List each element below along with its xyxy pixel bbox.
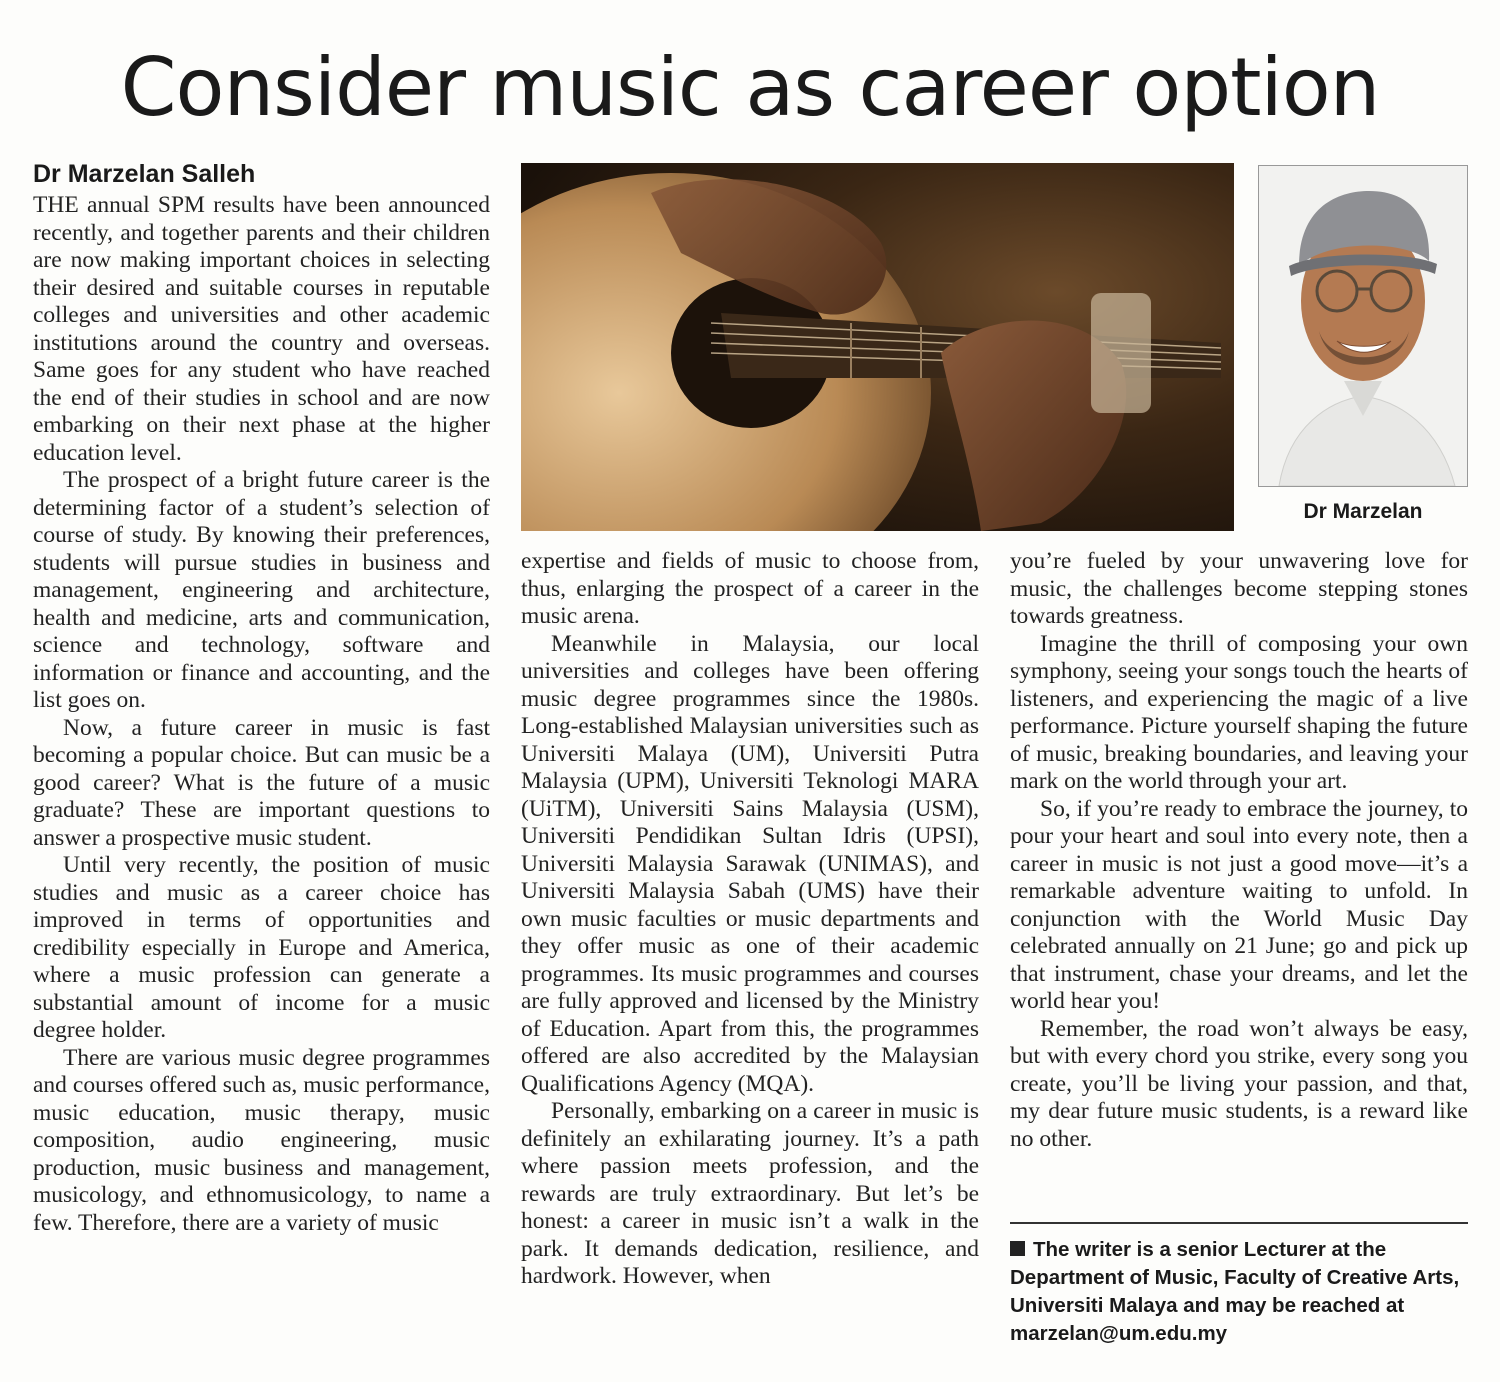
paragraph: Now, a future career in music is fast becoming a popular choice. But can music be a good career? What is the future of a music graduate? These are important questions to answer a prospective music student.: [33, 714, 490, 851]
divider: [1010, 1222, 1468, 1224]
paragraph: Until very recently, the position of music studies and music as a career choice has improved in terms of opportunities and credibility especially in Europe and America, where a music profession can generate a substantial amount of income for a music degree holder.: [33, 852, 490, 1043]
article-column-3: [1010, 548, 1468, 1153]
paragraph: Personally, embarking on a career in music is definitely an exhilarating journey. It’s a path where passion meets profession, and the rewards are truly extraordinary. But let’s be honest: a career in music isn’t a walk in the park. It demands dedication, resilience, and hardwork. However, when: [521, 1098, 979, 1289]
byline: Dr Marzelan Salleh: [33, 160, 256, 188]
paragraph: Remember, the road won’t always be easy, but with every chord you strike, every song you create, you’ll be living your passion, and that, my dear future music students, is a reward like no other.: [1010, 1015, 1468, 1152]
article-column-1: [33, 192, 490, 1237]
guitar-photo-icon: [521, 163, 1234, 531]
headline: Consider music as career option: [120, 41, 1380, 134]
paragraph: The prospect of a bright future career is the determining factor of a student’s selection of course of study. By knowing their preferences, students will pursue studies in business and management, engineering and architecture, health and medicine, arts and communication, science and technology, software and information or finance and accounting, and the list goes on.: [33, 467, 490, 713]
paragraph: Imagine the thrill of composing your own symphony, seeing your songs touch the hearts of listeners, and experiencing the magic of a live performance. Picture yourself shaping the future of music, breaking boundaries, and leaving your mark on the world through your art.: [1010, 630, 1468, 794]
paragraph: you’re fueled by your unwavering love for music, the challenges become stepping stones towards greatness.: [1010, 548, 1468, 629]
portrait-caption: Dr Marzelan: [1303, 500, 1423, 523]
paragraph: expertise and fields of music to choose from, thus, enlarging the prospect of a career in the music arena.: [521, 548, 979, 629]
portrait-photo-icon: [1258, 165, 1468, 487]
paragraph: So, if you’re ready to embrace the journey, to pour your heart and soul into every note, then a career in music is not just a good move—it’s a remarkable adventure waiting to unfold. In conjunction with the World Music Day celebrated annually on 21 June; go and pick up that instrument, chase your dreams, and let the world hear you!: [1010, 795, 1468, 1014]
portrait-photo-icon: [1259, 166, 1467, 486]
article-column-2: [521, 548, 979, 1291]
guitar-photo-icon: [521, 163, 1234, 531]
paragraph: Meanwhile in Malaysia, our local universities and colleges have been offering music degree programmes since the 1980s. Long-established Malaysian universities such as Universiti Malaya (UM), Universiti Putra Malaysia (UPM), Universiti Teknologi MARA (UiTM), Universiti Sains Malaysia (USM), Universiti Pendidikan Sultan Idris (UPSI), Universiti Malaysia Sarawak (UNIMAS), and Universiti Malaysia Sabah (UMS) have their own music faculties or music departments and they offer music as one of their academic programmes. Its music programmes and courses are fully approved and licensed by the Ministry of Education. Apart from this, the programmes offered are also accredited by the Malaysian Qualifications Agency (MQA).: [521, 630, 979, 1097]
footnote-text: The writer is a senior Lecturer at the Department of Music, Faculty of Creative Arts, Universiti Malaya and may be reached at marzelan@um.edu.my: [1010, 1238, 1460, 1345]
paragraph: There are various music degree programmes and courses offered such as, music performance, music education, music therapy, music composition, audio engineering, music production, music business and management, musicology, and ethnomusicology, to name a few. Therefore, there are a variety of music: [33, 1044, 490, 1236]
square-bullet-icon: [1010, 1241, 1025, 1256]
paragraph: THE annual SPM results have been announced recently, and together parents and their children are now making important choices in selecting their desired and suitable courses in reputable colleges and universities and other academic institutions around the country and overseas. Same goes for any student who have reached the end of their studies in school and are now embarking on their next phase at the higher education level.: [33, 192, 490, 466]
author-footnote: [1010, 1236, 1468, 1348]
